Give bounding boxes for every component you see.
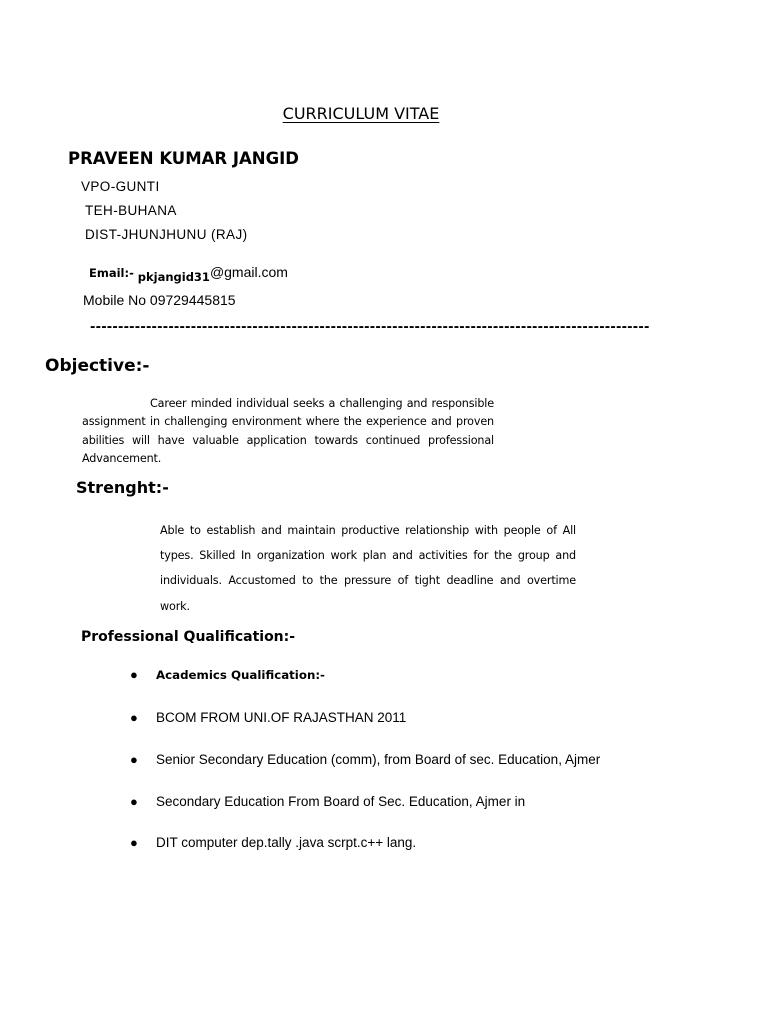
strength-heading: Strenght:- xyxy=(76,478,169,497)
qualification-item: Academics Qualification:- xyxy=(156,668,325,682)
bullet-icon: ● xyxy=(130,667,138,682)
email-domain: @gmail.com xyxy=(209,264,288,280)
email-label: Email:- xyxy=(89,266,134,280)
mobile-number: Mobile No 09729445815 xyxy=(83,292,236,308)
document-title: CURRICULUM VITAE xyxy=(282,104,440,123)
candidate-name: PRAVEEN KUMAR JANGID xyxy=(68,149,299,168)
address-line-district: DIST-JHUNJHUNU (RAJ) xyxy=(85,227,248,242)
objective-text: Career minded individual seeks a challenging and responsible assignment in challenging environment where the experience and proven abilities will have valuable application towards continued professional Advancement. xyxy=(82,397,494,466)
email-user: pkjangid31 xyxy=(137,270,210,284)
qualification-item: DIT computer dep.tally .java scrpt.c++ lang. xyxy=(156,835,417,850)
address-line-village: VPO-GUNTI xyxy=(81,179,160,194)
strength-text: Able to establish and maintain productive relationship with people of All types. Skilled In organization work plan and activities for the group and individuals. Accustomed to the pressure of tight deadline and overtime work. xyxy=(160,524,576,613)
address-line-tehsil: TEH-BUHANA xyxy=(85,203,177,218)
objective-heading: Objective:- xyxy=(45,356,150,376)
professional-qualification-heading: Professional Qualification:- xyxy=(81,629,296,645)
qualification-item: Secondary Education From Board of Sec. Education, Ajmer in xyxy=(156,794,526,809)
dashed-divider: ---------------------------------------------------------------------------------------------------- xyxy=(90,320,650,335)
qualification-item: Senior Secondary Education (comm), from Board of sec. Education, Ajmer xyxy=(156,752,601,767)
bullet-icon: ● xyxy=(130,835,138,850)
qualification-item: BCOM FROM UNI.OF RAJASTHAN 2011 xyxy=(156,710,407,725)
bullet-icon: ● xyxy=(130,710,138,725)
email-row xyxy=(89,264,288,284)
bullet-icon: ● xyxy=(130,752,138,767)
bullet-icon: ● xyxy=(130,794,138,809)
